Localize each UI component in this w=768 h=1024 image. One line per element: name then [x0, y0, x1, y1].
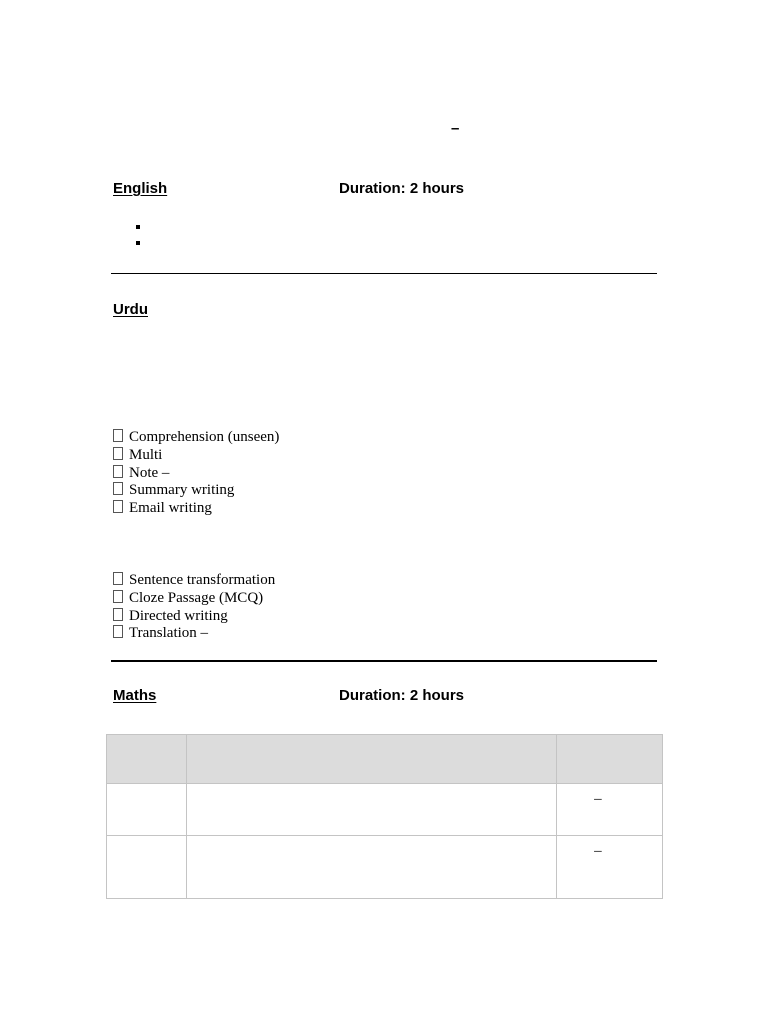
list-item: Summary writing: [113, 482, 279, 500]
checkbox-glyph-icon: [113, 500, 123, 513]
checkbox-glyph-icon: [113, 447, 123, 460]
paper-one-list: [113, 429, 279, 518]
title-dash: –: [451, 120, 460, 137]
marks-dash: –: [594, 791, 602, 807]
list-item: Cloze Passage (MCQ): [113, 590, 275, 608]
urdu-heading: Urdu: [113, 301, 148, 318]
table-cell: [557, 836, 663, 899]
checkbox-glyph-icon: [113, 465, 123, 478]
maths-heading: Maths: [113, 687, 157, 704]
checkbox-glyph-icon: [113, 429, 123, 442]
maths-table: [106, 734, 663, 899]
checkbox-glyph-icon: [113, 590, 123, 603]
section-divider-1: [111, 273, 657, 274]
table-row: [107, 784, 663, 836]
english-heading: English: [113, 180, 168, 197]
list-item: Email writing: [113, 500, 279, 518]
checkbox-glyph-icon: [113, 482, 123, 495]
table-header-row: [107, 735, 663, 784]
list-item: Comprehension (unseen): [113, 429, 279, 447]
list-item: Multi: [113, 447, 279, 465]
table-cell: [107, 836, 187, 899]
table-cell: [186, 836, 556, 899]
table-header-cell: [557, 735, 663, 784]
section-divider-2: [111, 660, 657, 662]
english-duration: Duration: 2 hours: [339, 180, 465, 197]
english-bullet-2: [136, 241, 140, 245]
paper-two-list: [113, 572, 275, 643]
list-item: Sentence transformation: [113, 572, 275, 590]
table-cell: [557, 784, 663, 836]
english-bullet-1: [136, 225, 140, 229]
table-cell: [186, 784, 556, 836]
table-header-cell: [186, 735, 556, 784]
list-item: Translation –: [113, 625, 275, 643]
checkbox-glyph-icon: [113, 572, 123, 585]
table-cell: [107, 784, 187, 836]
table-header-cell: [107, 735, 187, 784]
checkbox-glyph-icon: [113, 625, 123, 638]
table-row: [107, 836, 663, 899]
maths-duration: Duration: 2 hours: [339, 687, 465, 704]
list-item: Note –: [113, 465, 279, 483]
list-item: Directed writing: [113, 608, 275, 626]
marks-dash: –: [594, 843, 602, 859]
checkbox-glyph-icon: [113, 608, 123, 621]
